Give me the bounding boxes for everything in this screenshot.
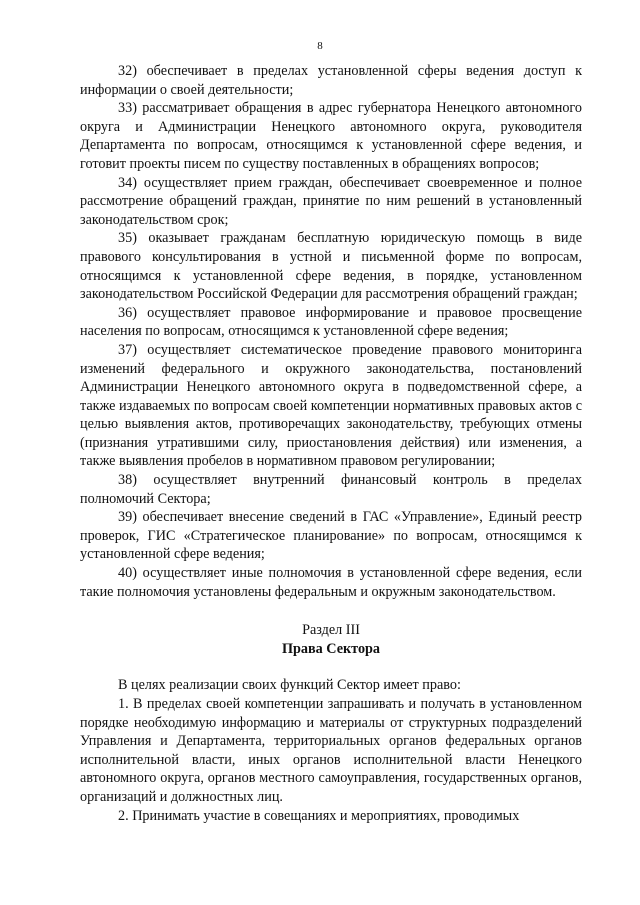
list-item-40: 40) осуществляет иные полномочия в установленной сфере ведения, если такие полномочия установлены федеральным и окружным законодательством. <box>80 565 582 600</box>
section-title: Права Сектора <box>281 640 381 657</box>
list-item-35: 35) оказывает гражданам бесплатную юридическую помощь в виде правового консультирования в устной и письменной форме по вопросам, относящимся к установленной сфере ведения, в порядке, установленном законодательством Российской Федерации для рассмотрения обращений граждан; <box>80 230 582 303</box>
list-item-39: 39) обеспечивает внесение сведений в ГАС «Управление», Единый реестр проверок, ГИС «Стратегическое планирование» по вопросам, относящимся к установленной сфере ведения; <box>80 509 582 563</box>
list-item-36: 36) осуществляет правовое информирование и правовое просвещение населения по вопросам, относящимся к установленной сфере ведения; <box>80 304 582 340</box>
list-item-32: 32) обеспечивает в пределах установленной сферы ведения доступ к информации о своей деятельности; <box>80 63 582 98</box>
list-item-34: 34) осуществляет прием граждан, обеспечивает своевременное и полное рассмотрение обращений граждан, принятие по ним решений в установленный законодательством срок; <box>80 174 582 228</box>
rights-intro: В целях реализации своих функций Сектор имеет право: <box>118 677 461 694</box>
document-body <box>80 62 582 825</box>
list-item-37: 37) осуществляет систематическое проведение правового мониторинга изменений федерального и окружного законодательства, постановлений Администрации Ненецкого автономного округа в подведомственной сфере, а также издаваемых по вопросам своей компетенции нормативных правовых актов с целью выявления актов, противоречащих законодательству, требующих отмены (признания утратившими силу, приостановления действия) или изменения, а также выявления пробелов в нормативном правовом регулировании; <box>80 341 582 470</box>
list-item-38: 38) осуществляет внутренний финансовый контроль в пределах полномочий Сектора; <box>80 472 582 507</box>
section-label: Раздел III <box>302 622 360 639</box>
list-item-33: 33) рассматривает обращения в адрес губернатора Ненецкого автономного округа и Администрации Ненецкого автономного округа, руководителя Департамента по вопросам, относящимся к установленной сфере ведения, и готовит проекты писем по существу поставленных в обращениях вопросов; <box>80 100 582 172</box>
right-item-1: 1. В пределах своей компетенции запрашивать и получать в установленном порядке необходимую информацию и материалы от структурных подразделений Управления и Департамента, территориальных органов федеральных органов исполнительной власти, иных органов исполнительной власти Ненецкого автономного округа, органов местного самоуправления, государственных органов, организаций и должностных лиц. <box>80 696 582 805</box>
right-item-2: 2. Принимать участие в совещаниях и мероприятиях, проводимых <box>118 807 520 824</box>
page-number: 8 <box>317 40 323 52</box>
